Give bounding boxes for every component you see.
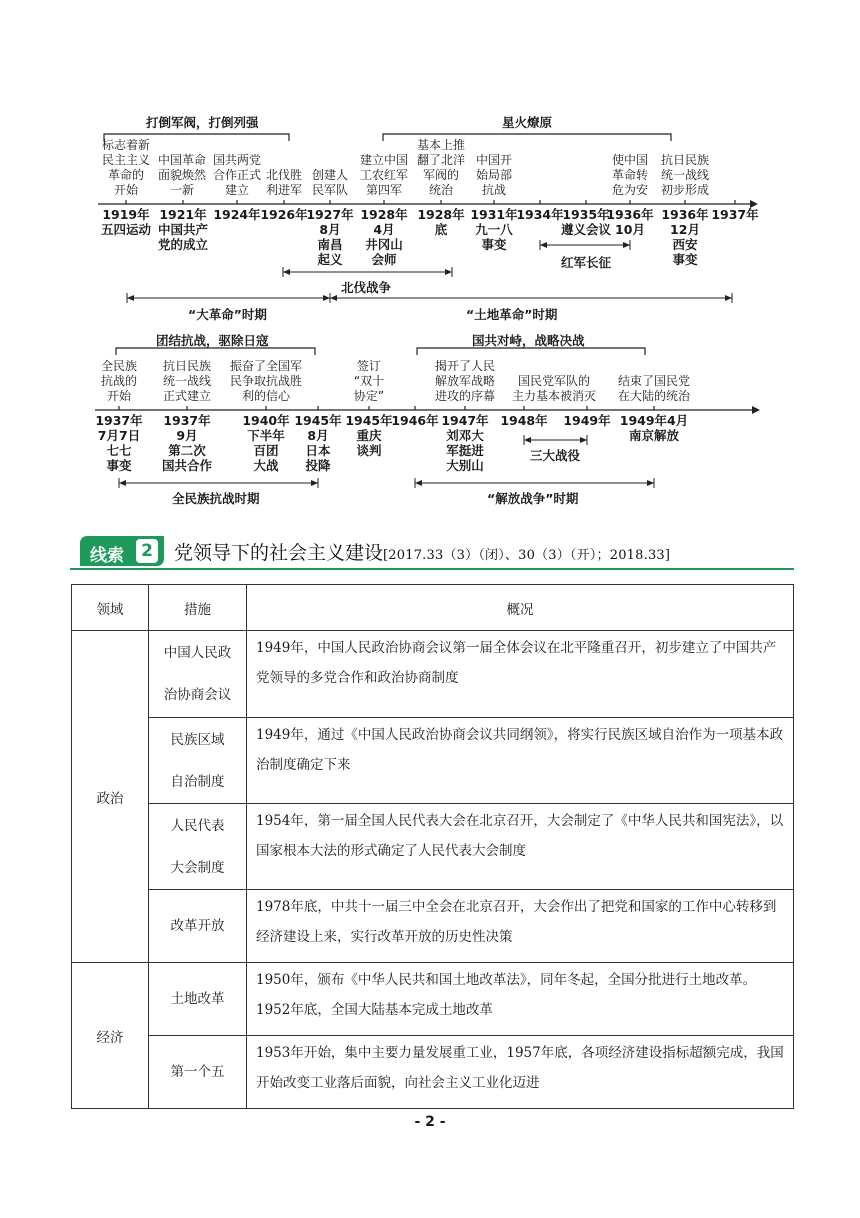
timeline-event: 全民族 抗战的 开始 bbox=[100, 359, 137, 403]
header-overview: 概况 bbox=[247, 585, 794, 631]
timeline-year: 1946年 bbox=[391, 413, 439, 428]
timeline-event: 创建人 民军队 bbox=[311, 168, 348, 197]
clue-title bbox=[174, 538, 670, 565]
timeline-event: 结束了国民党 在大陆的统治 bbox=[617, 374, 690, 403]
table-row bbox=[72, 1036, 794, 1109]
timeline-event: 北伐胜 利进军 bbox=[265, 168, 302, 197]
table-row bbox=[72, 631, 794, 718]
area-cell: 经济 bbox=[72, 963, 149, 1109]
clue-tag bbox=[80, 536, 164, 566]
table-row bbox=[72, 963, 794, 1036]
sub-period-label: 红军长征 bbox=[561, 255, 612, 270]
bracket-label-left: 打倒军阀，打倒列强 bbox=[146, 115, 259, 130]
measure-cell: 人民代表 大会制度 bbox=[149, 804, 247, 890]
table-header-row bbox=[72, 585, 794, 631]
description-cell: 1949年，通过《中国人民政治协商会议共同纲领》，将实行民族区域自治作为一项基本政治制度确定下来 bbox=[247, 718, 794, 804]
table-row bbox=[72, 718, 794, 804]
description-cell: 1954年，第一届全国人民代表大会在北京召开，大会制定了《中华人民共和国宪法》，以国家根本大法的形式确定了人民代表大会制度 bbox=[247, 804, 794, 890]
timeline-year: 1934年 bbox=[516, 207, 564, 222]
measure-cell: 土地改革 bbox=[149, 963, 247, 1036]
measure-cell: 改革开放 bbox=[149, 890, 247, 963]
table-row bbox=[72, 804, 794, 890]
clue-tag-word: 线索 bbox=[90, 546, 124, 566]
measure-cell: 中国人民政 治协商会议 bbox=[149, 631, 247, 718]
timeline-event: 标志着新 民主主义 革命的 开始 bbox=[101, 138, 150, 197]
clue-divider bbox=[70, 568, 794, 570]
timeline-year: 1936年 10月 bbox=[606, 207, 654, 237]
timeline-year: 1945年 重庆 谈判 bbox=[345, 413, 393, 458]
table-row bbox=[72, 890, 794, 963]
description-cell: 1950年，颁布《中华人民共和国土地改革法》，同年冬起，全国分批进行土地改革。1952年底，全国大陆基本完成土地改革 bbox=[247, 963, 794, 1036]
timeline-year: 1926年 bbox=[260, 207, 308, 222]
timeline-year: 1931年 九一八 事变 bbox=[470, 207, 518, 252]
timeline-event: 建立中国 工农红军 第四军 bbox=[359, 153, 408, 197]
timeline-year: 1936年 12月 西安 事变 bbox=[661, 207, 709, 267]
timeline-year: 1937年 9月 第二次 国共合作 bbox=[161, 413, 212, 473]
page-number: - 2 - bbox=[414, 1114, 446, 1130]
timeline-year: 1928年 4月 井冈山 会师 bbox=[360, 207, 408, 267]
timeline-year: 1927年 8月 南昌 起义 bbox=[306, 207, 354, 267]
period-label: “土地革命”时期 bbox=[466, 307, 558, 322]
period-label: “解放战争”时期 bbox=[487, 491, 579, 506]
clue-title-text: 党领导下的社会主义建设 bbox=[174, 542, 384, 564]
period-label: 全民族抗战时期 bbox=[172, 491, 260, 506]
timeline-year: 1940年 下半年 百团 大战 bbox=[242, 413, 290, 473]
area-cell: 政治 bbox=[72, 631, 149, 963]
header-measure: 措施 bbox=[149, 585, 247, 631]
timeline-event: 振奋了全国军 民争取抗战胜 利的信心 bbox=[229, 359, 302, 403]
header-area: 领域 bbox=[72, 585, 149, 631]
clue-header bbox=[80, 530, 860, 570]
timeline-event: 中国革命 面貌焕然 一新 bbox=[157, 153, 206, 197]
timeline-year: 1949年 bbox=[563, 413, 611, 428]
timeline-event: 基本上推 翻了北洋 军阀的 统治 bbox=[416, 138, 465, 197]
timeline-year: 1937年 7月7日 七七 事变 bbox=[95, 413, 143, 473]
timeline-event: 中国开 始局部 抗战 bbox=[475, 153, 512, 197]
construction-table bbox=[71, 584, 794, 1109]
bracket-label-left: 团结抗战，驱除日寇 bbox=[156, 333, 269, 348]
bracket-label-right: 国共对峙，战略决战 bbox=[472, 333, 585, 348]
timeline-year: 1921年 中国共产 党的成立 bbox=[157, 207, 208, 252]
description-cell: 1949年，中国人民政治协商会议第一届全体会议在北平隆重召开，初步建立了中国共产党领导的多党合作和政治协商制度 bbox=[247, 631, 794, 718]
timeline-event: 使中国 革命转 危为安 bbox=[611, 153, 648, 197]
measure-cell: 第一个五 bbox=[149, 1036, 247, 1109]
timeline-event: 揭开了人民 解放军战略 进攻的序幕 bbox=[434, 359, 495, 403]
timeline-year: 1919年 五四运动 bbox=[100, 207, 151, 237]
sub-period-label: 三大战役 bbox=[530, 448, 581, 463]
timeline-event: 国民党军队的 主力基本被消灭 bbox=[511, 374, 596, 403]
timeline-event: 抗日民族 统一战线 正式建立 bbox=[162, 359, 211, 403]
bracket-label-right: 星火燎原 bbox=[502, 115, 553, 130]
timeline-year: 1924年 bbox=[213, 207, 261, 222]
timeline-year: 1947年 刘邓大 军挺进 大别山 bbox=[441, 413, 489, 473]
description-cell: 1978年底，中共十一届三中全会在北京召开，大会作出了把党和国家的工作中心转移到经济建设上来，实行改革开放的历史性决策 bbox=[247, 890, 794, 963]
timeline-year: 1948年 bbox=[500, 413, 548, 428]
timeline-event: 签订 “双十 协定” bbox=[353, 359, 385, 403]
timeline-event: 抗日民族 统一战线 初步形成 bbox=[660, 153, 709, 197]
timeline-event: 国共两党 合作正式 建立 bbox=[212, 153, 261, 197]
timeline-year: 1949年4月 南京解放 bbox=[619, 413, 689, 443]
clue-source-note: [2017.33（3）（闭）、30（3）（开）；2018.33] bbox=[383, 548, 671, 563]
measure-cell: 民族区域 自治制度 bbox=[149, 718, 247, 804]
timeline-year: 1937年 bbox=[711, 207, 759, 222]
description-cell: 1953年开始，集中主要力量发展重工业，1957年底，各项经济建设指标超额完成，我国开始改变工业落后面貌，向社会主义工业化迈进 bbox=[247, 1036, 794, 1109]
timeline-year: 1935年 遵义会议 bbox=[560, 207, 611, 237]
timeline-year: 1928年 底 bbox=[417, 207, 465, 237]
clue-tag-number: 2 bbox=[136, 539, 158, 563]
period-label: “大革命”时期 bbox=[188, 307, 267, 322]
timeline-year: 1945年 8月 日本 投降 bbox=[294, 413, 342, 473]
sub-period-label: 北伐战争 bbox=[341, 280, 392, 295]
